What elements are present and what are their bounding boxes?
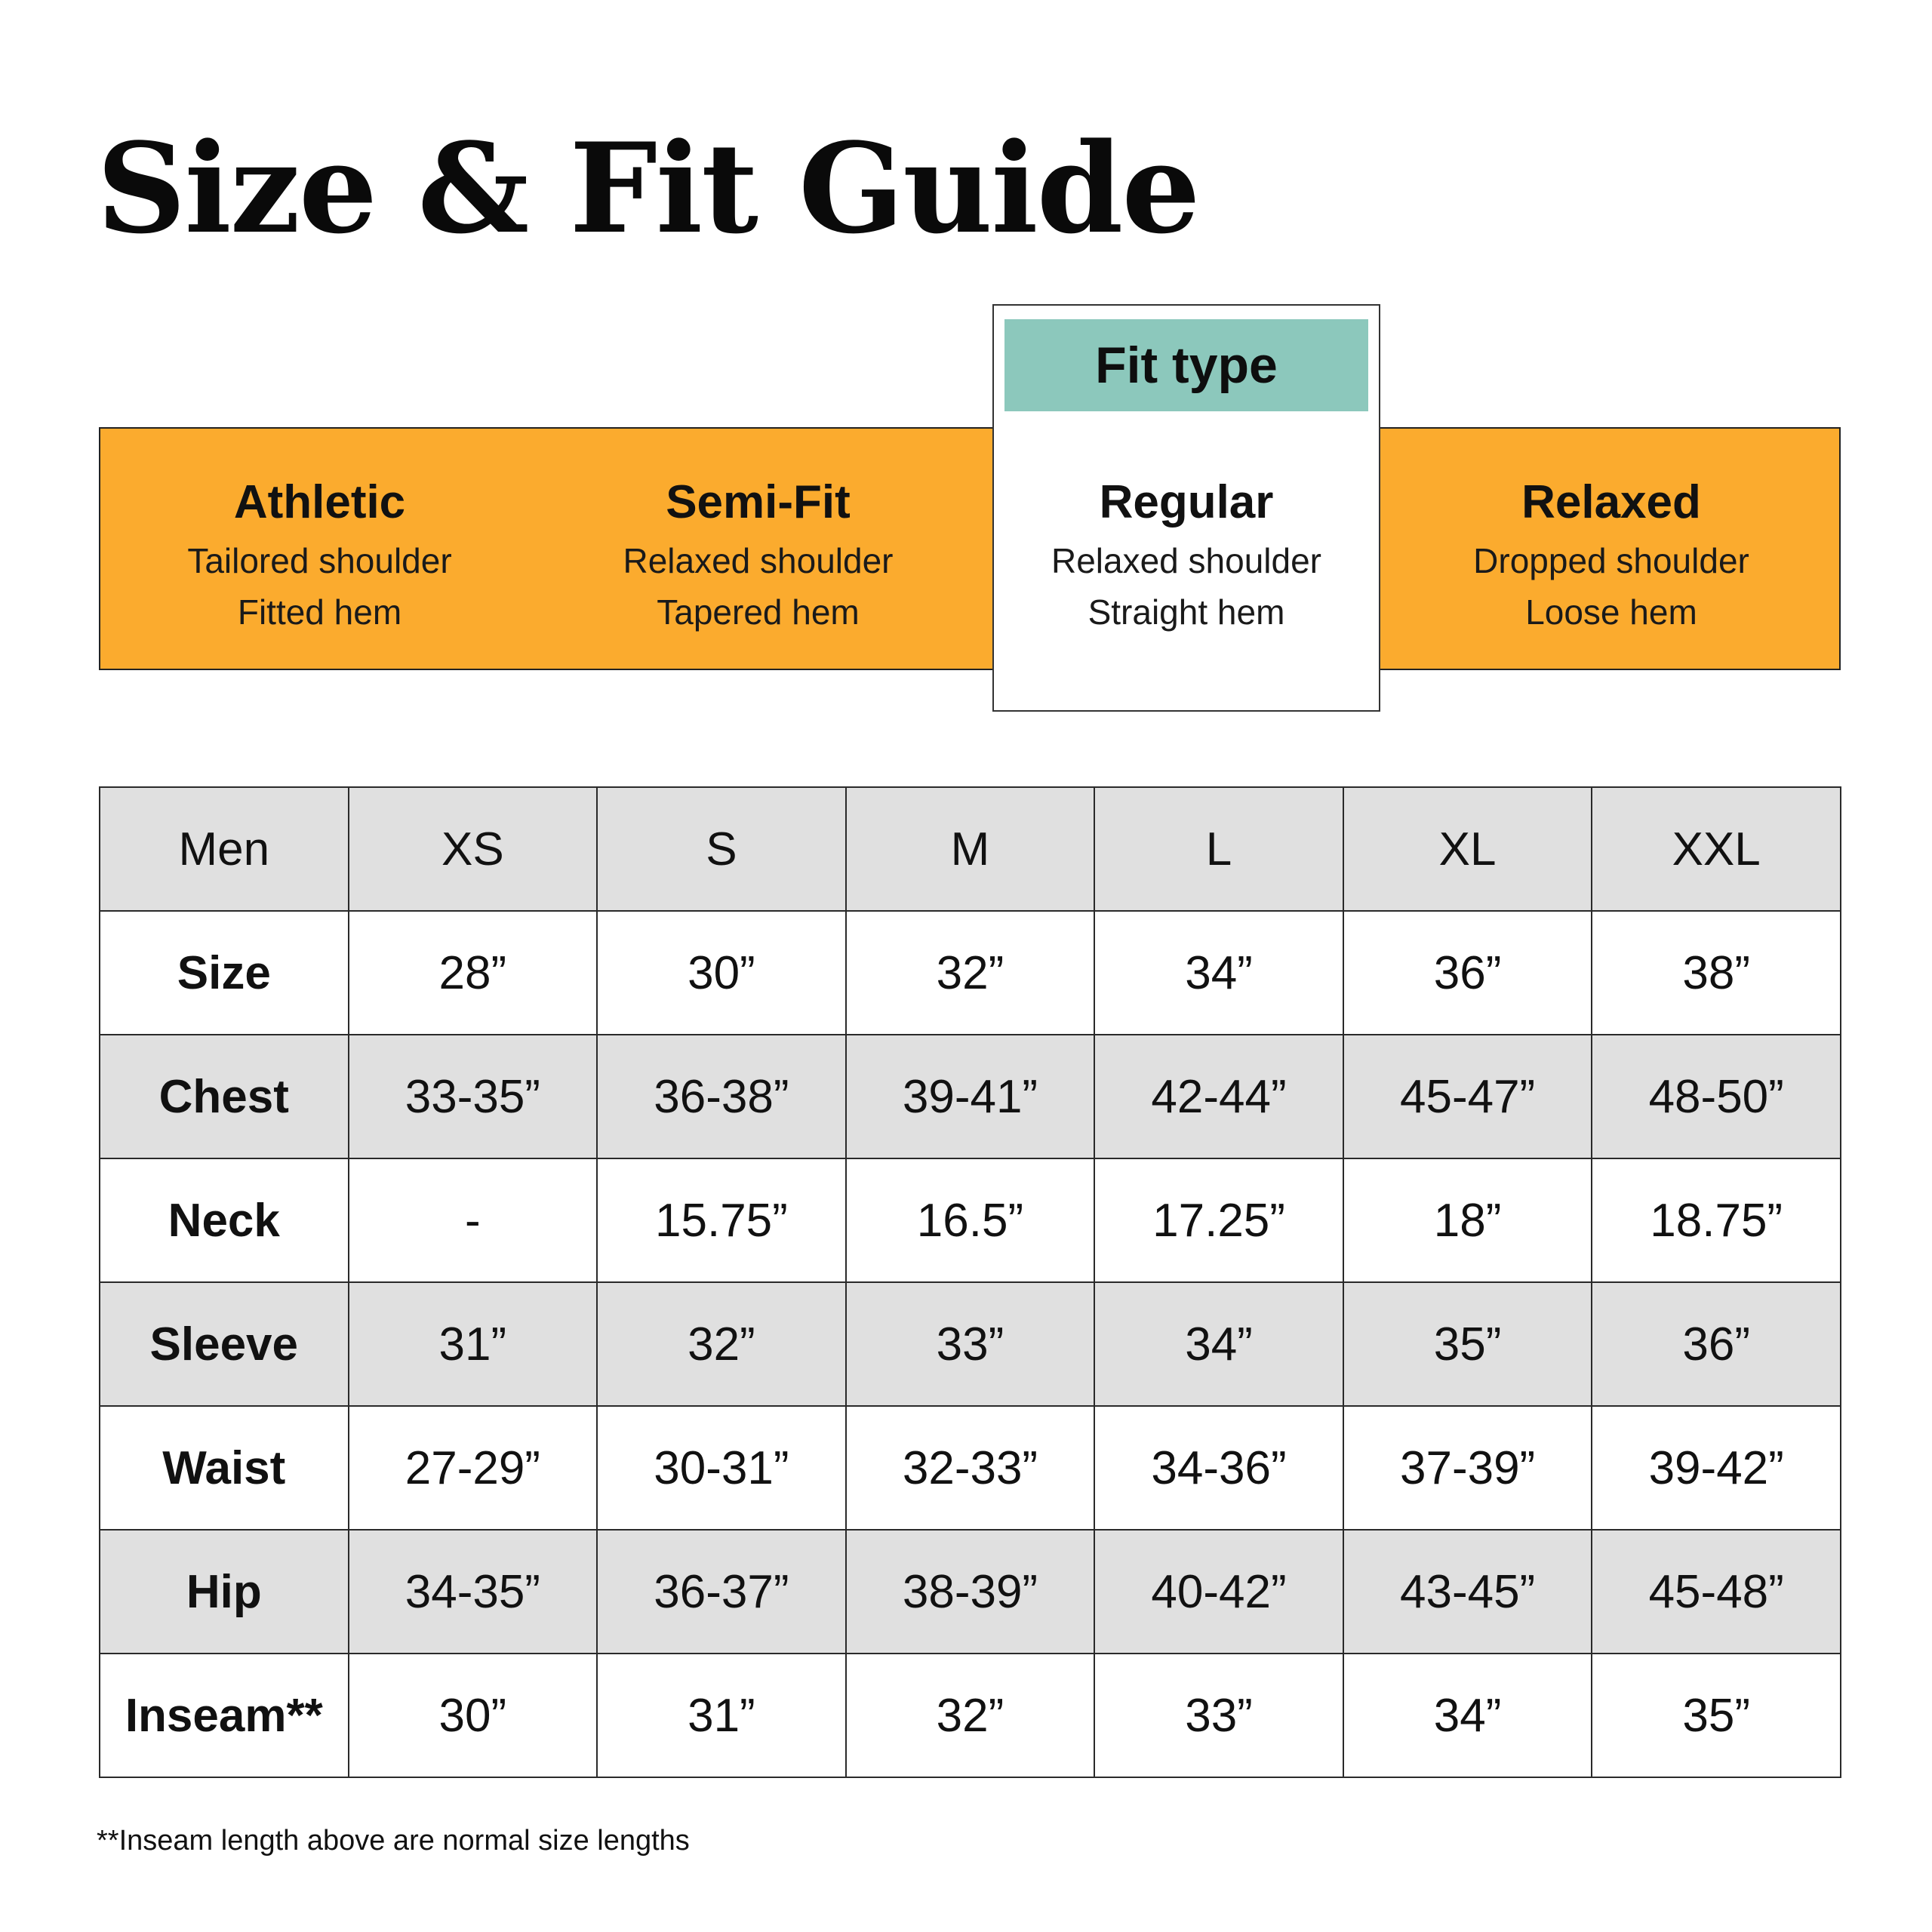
table-cell: 18.75”: [1592, 1158, 1841, 1282]
fit-option-athletic[interactable]: [100, 429, 539, 669]
fit-type-band: [99, 427, 1841, 670]
table-cell: 45-48”: [1592, 1530, 1841, 1654]
table-row: [100, 1530, 1841, 1654]
table-cell: 33-35”: [349, 1035, 598, 1158]
table-row: [100, 1035, 1841, 1158]
fit-option-detail: Dropped shoulder: [1473, 541, 1749, 580]
table-cell: 32-33”: [846, 1406, 1095, 1530]
table-cell: 38-39”: [846, 1530, 1095, 1654]
table-cell: 33”: [846, 1282, 1095, 1406]
table-cell: 33”: [1094, 1654, 1343, 1777]
table-row: [100, 911, 1841, 1035]
table-cell: 39-41”: [846, 1035, 1095, 1158]
table-cell: 35”: [1592, 1654, 1841, 1777]
table-cell: 32”: [846, 911, 1095, 1035]
fit-option-detail: Fitted hem: [237, 592, 402, 632]
table-cell: 48-50”: [1592, 1035, 1841, 1158]
fit-option-detail: Straight hem: [1088, 592, 1285, 632]
table-cell: 30”: [349, 1654, 598, 1777]
table-row: [100, 1654, 1841, 1777]
size-column-header: M: [846, 787, 1095, 911]
table-cell: 27-29”: [349, 1406, 598, 1530]
footnote: **Inseam length above are normal size lengths: [97, 1825, 690, 1857]
fit-option-detail: Tapered hem: [657, 592, 860, 632]
table-cell: 43-45”: [1343, 1530, 1592, 1654]
fit-option-regular: [994, 429, 1379, 672]
row-label: Chest: [100, 1035, 349, 1158]
table-cell: 18”: [1343, 1158, 1592, 1282]
row-label: Sleeve: [100, 1282, 349, 1406]
table-cell: 16.5”: [846, 1158, 1095, 1282]
table-cell: 39-42”: [1592, 1406, 1841, 1530]
fit-option-detail: Tailored shoulder: [187, 541, 452, 580]
fit-option-name: Relaxed: [1521, 476, 1701, 528]
table-cell: 34”: [1343, 1654, 1592, 1777]
table-row: [100, 1282, 1841, 1406]
table-cell: 34”: [1094, 1282, 1343, 1406]
row-label: Neck: [100, 1158, 349, 1282]
table-row: [100, 1406, 1841, 1530]
table-cell: 32”: [846, 1654, 1095, 1777]
size-column-header: XXL: [1592, 787, 1841, 911]
table-cell: 34”: [1094, 911, 1343, 1035]
table-cell: 28”: [349, 911, 598, 1035]
page-title: Size & Fit Guide: [97, 115, 1199, 261]
fit-option-detail: Relaxed shoulder: [623, 541, 894, 580]
table-cell: 31”: [349, 1282, 598, 1406]
table-cell: 36”: [1343, 911, 1592, 1035]
row-label: Size: [100, 911, 349, 1035]
table-cell: 36-37”: [597, 1530, 846, 1654]
size-column-header: XS: [349, 787, 598, 911]
table-header-row: [100, 787, 1841, 911]
fit-option-relaxed[interactable]: [1382, 429, 1841, 669]
table-cell: 17.25”: [1094, 1158, 1343, 1282]
table-cell: 32”: [597, 1282, 846, 1406]
table-cell: 30-31”: [597, 1406, 846, 1530]
size-column-header: L: [1094, 787, 1343, 911]
row-label: Hip: [100, 1530, 349, 1654]
table-row: [100, 1158, 1841, 1282]
table-cell: 38”: [1592, 911, 1841, 1035]
table-cell: 35”: [1343, 1282, 1592, 1406]
fit-option-semi-fit[interactable]: [539, 429, 977, 669]
fit-option-name: Athletic: [233, 476, 406, 528]
table-cell: 45-47”: [1343, 1035, 1592, 1158]
table-corner-label: Men: [100, 787, 349, 911]
table-cell: 42-44”: [1094, 1035, 1343, 1158]
row-label: Inseam**: [100, 1654, 349, 1777]
table-cell: 30”: [597, 911, 846, 1035]
table-cell: 34-35”: [349, 1530, 598, 1654]
table-cell: 36”: [1592, 1282, 1841, 1406]
table-cell: 40-42”: [1094, 1530, 1343, 1654]
table-cell: 31”: [597, 1654, 846, 1777]
table-cell: 34-36”: [1094, 1406, 1343, 1530]
size-column-header: XL: [1343, 787, 1592, 911]
fit-option-detail: Loose hem: [1525, 592, 1697, 632]
row-label: Waist: [100, 1406, 349, 1530]
fit-option-name: Regular: [1099, 476, 1274, 528]
table-cell: 36-38”: [597, 1035, 846, 1158]
size-chart-table: [99, 786, 1841, 1778]
fit-option-name: Semi-Fit: [666, 476, 851, 528]
size-column-header: S: [597, 787, 846, 911]
table-cell: 15.75”: [597, 1158, 846, 1282]
fit-option-detail: Relaxed shoulder: [1051, 541, 1321, 580]
fit-type-label: Fit type: [1004, 319, 1368, 411]
fit-option-regular-selected[interactable]: [992, 304, 1380, 712]
table-cell: 37-39”: [1343, 1406, 1592, 1530]
table-cell: -: [349, 1158, 598, 1282]
